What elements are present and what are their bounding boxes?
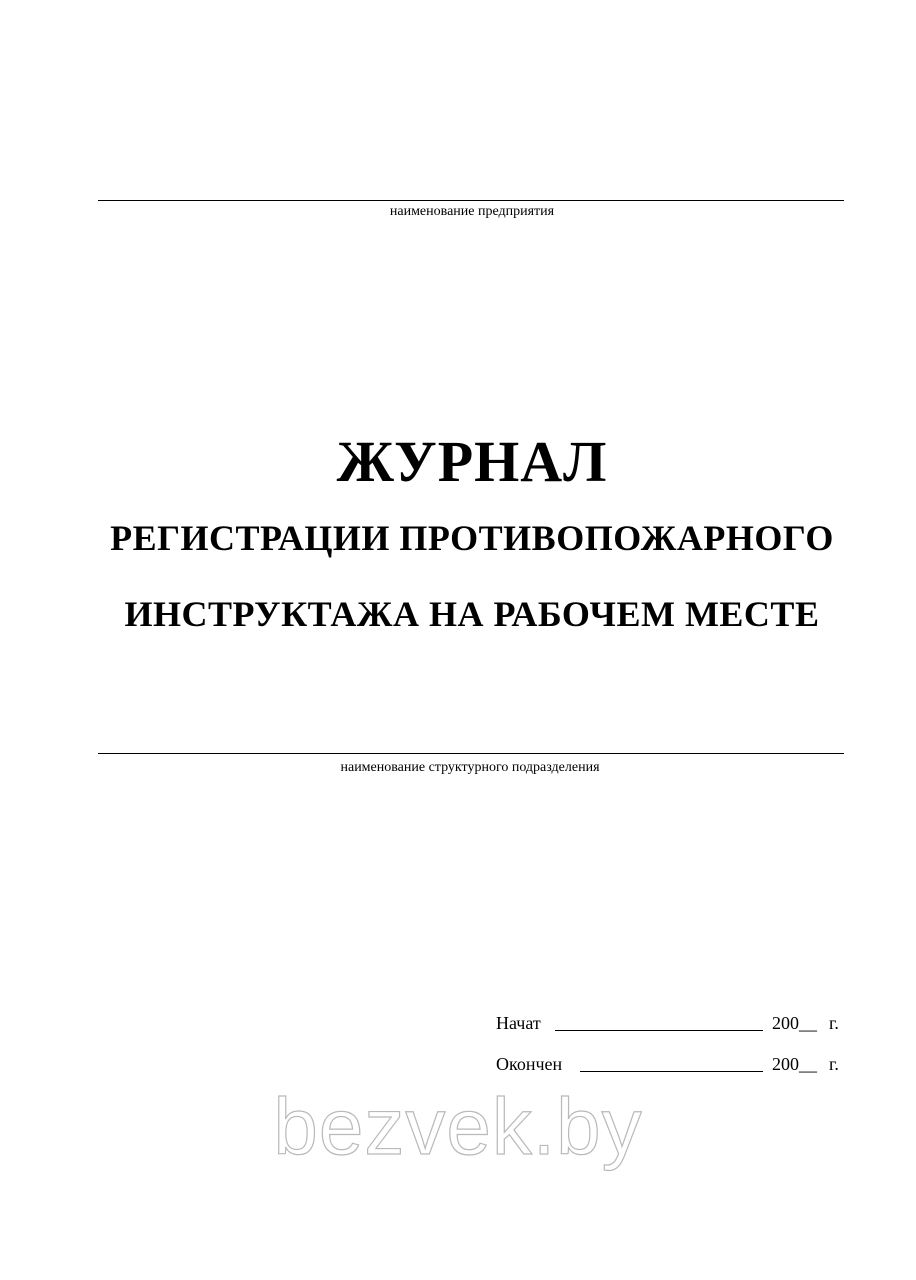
site-watermark: bezvek.by <box>273 1082 643 1171</box>
division-name-caption: наименование структурного подразделения <box>340 760 600 775</box>
finished-date-blank <box>580 1071 763 1072</box>
finished-year-suffix: г. <box>829 1054 839 1074</box>
journal-title: ЖУРНАЛ <box>336 429 608 494</box>
started-date-row <box>0 1011 916 1035</box>
started-date-blank <box>555 1030 763 1031</box>
finished-year-prefix: 200__ <box>772 1054 817 1074</box>
finished-date-row <box>0 1052 916 1076</box>
started-year-prefix: 200__ <box>772 1013 817 1033</box>
journal-subtitle-line-2: ИНСТРУКТАЖА НА РАБОЧЕМ МЕСТЕ <box>124 594 820 634</box>
enterprise-name-caption: наименование предприятия <box>389 204 555 219</box>
journal-subtitle-line-1: РЕГИСТРАЦИИ ПРОТИВОПОЖАРНОГО <box>110 518 834 558</box>
started-label: Начат <box>496 1013 541 1033</box>
started-year-suffix: г. <box>829 1013 839 1033</box>
enterprise-name-line <box>98 200 844 201</box>
division-name-line <box>98 753 844 754</box>
finished-label: Окончен <box>496 1054 563 1074</box>
